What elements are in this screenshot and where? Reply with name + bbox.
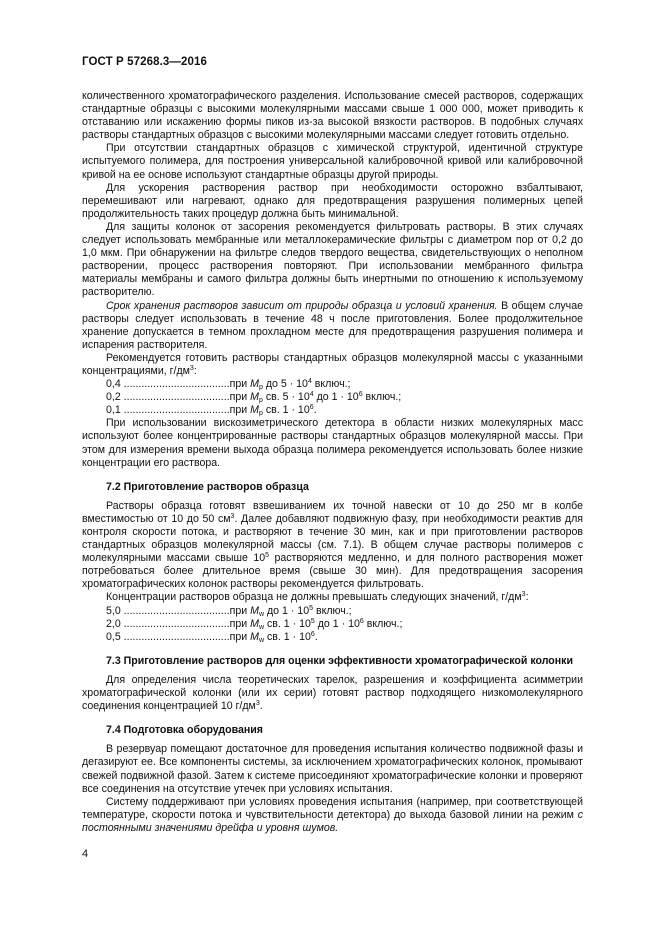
text: до 1 · 10 [313, 391, 359, 404]
superscript: 3 [189, 364, 194, 372]
superscript: 6 [309, 404, 314, 412]
list-item [82, 631, 583, 644]
text: св. 1 · 10 [264, 630, 311, 643]
document-code: ГОСТ Р 57268.3—2016 [82, 56, 207, 68]
subscript: p [258, 397, 263, 405]
list-item [82, 391, 583, 404]
symbol: M [250, 404, 259, 417]
text: Для определения числа теоретических тарелок, разрешения и коэффициента асимметрии хроматографической колонки (или их серии) готовят раствор подходящего низкомолекулярного соединения концентрацией 10 г/дм [82, 673, 583, 713]
text: : [525, 591, 529, 604]
superscript: 4 [307, 378, 312, 386]
list-value: 0,1 [106, 404, 121, 417]
text: Концентрации растворов образца не должны превышать следующих значений, г/дм [106, 591, 522, 604]
paragraph [82, 300, 583, 352]
list-item [82, 605, 583, 618]
text: св. 1 · 10 [262, 404, 310, 417]
superscript: 3 [230, 512, 235, 520]
text: при [229, 378, 251, 391]
symbol: M [250, 378, 259, 391]
page-number: 4 [82, 848, 89, 860]
text: при [229, 617, 251, 630]
list-item [82, 378, 583, 391]
symbol: M [250, 630, 259, 643]
leader-dots: .................................... [120, 378, 230, 391]
text: св. 5 · 10 [262, 391, 310, 404]
superscript: 6 [358, 391, 363, 399]
section-heading-7-3: 7.3 Приготовление растворов для оценки эффективности хроматографической колонки [106, 654, 573, 667]
text: : [193, 364, 197, 377]
leader-dots: .................................... [120, 604, 230, 617]
text: св. 1 · 10 [264, 617, 311, 630]
text: растворяются медленно, и для полного растворения может потребоваться более длительное время (свыше 30 мин). Для предотвращения засорения хроматографических колонок растворы рекомендуется фильтровать. [82, 552, 583, 591]
leader-dots: .................................... [120, 391, 230, 404]
spacer [82, 713, 583, 724]
text: Рекомендуется готовить растворы стандартных образцов молекулярной массы с указанными концентрациями, г/дм [82, 351, 583, 377]
concentration-list-sample [82, 605, 583, 644]
superscript: 5 [310, 617, 315, 625]
text: включ.; [313, 604, 352, 617]
paragraph: Для ускорения растворения раствор при необходимости осторожно взбалтывают, перемешивают или нагревают, однако для предотвращения разрушения полимерных цепей продолжительность таких процедур должна быть минимальной. [82, 181, 583, 220]
superscript: 3 [521, 591, 526, 599]
list-item [82, 618, 583, 631]
symbol: M [250, 617, 259, 630]
text: до 1 · 10 [314, 617, 360, 630]
superscript: 6 [359, 617, 364, 625]
superscript: 3 [255, 700, 260, 708]
list-value: 0,5 [106, 630, 121, 643]
subscript: p [258, 384, 263, 392]
superscript: 5 [309, 604, 313, 612]
leader-dots: .................................... [120, 630, 230, 643]
symbol: M [250, 604, 259, 617]
section-heading-7-2: 7.2 Приготовление растворов образца [106, 480, 309, 493]
text: включ.; [362, 391, 402, 404]
text: при [229, 404, 251, 417]
text: до 1 · 10 [264, 604, 310, 617]
text: . [259, 700, 263, 713]
text: до 5 · 10 [262, 378, 308, 391]
paragraph: Для защиты колонок от засорения рекомендуется фильтровать растворы. В этих случаях следует использовать мембранные или металлокерамические фильтры с диаметром пор от 0,2 до 1,0 мкм. При обнаружении на фильтре следов твердого вещества, свидетельствующих о неполном растворении, процесс растворения повторяют. При использовании мембранного фильтра материалы мембраны и самого фильтра должны быть инертными по отношению к используемому растворителю. [82, 220, 583, 299]
subscript: p [258, 410, 263, 418]
superscript: 6 [310, 630, 315, 638]
text: включ.; [311, 378, 351, 391]
paragraph [82, 591, 583, 604]
body-text [82, 90, 583, 835]
italic-text: Срок хранения растворов зависит от природы образца и условий хранения. [106, 299, 498, 312]
paragraph: количественного хроматографического разделения. Использование смесей растворов, содержащих стандартные образцы с высокими молекулярными массами свыше 1 000 000, может приводить к отставанию или искажению формы пиков из-за высокой вязкости растворов. В подобных случаях растворы стандартных образцов с высокими молекулярными массами следует готовить отдельно. [82, 90, 583, 142]
leader-dots: .................................... [120, 404, 230, 417]
text: при [229, 604, 251, 617]
paragraph [82, 352, 583, 378]
list-value: 0,4 [106, 378, 121, 391]
subscript: w [258, 610, 265, 618]
spacer [82, 470, 583, 481]
paragraph: При использовании вискозиметрического детектора в области низких молекулярных масс используют более концентрированные растворы стандартных образцов молекулярной массы. При этом для измерения времени выхода образца полимера рекомендуется использовать более низкие концентрации его раствора. [82, 417, 583, 469]
paragraph: При отсутствии стандартных образцов с химической структурой, идентичной структуре испытуемого полимера, для построения универсальной калибровочной кривой или калибровочной кривой на ее основе используют стандартные образцы другой природы. [82, 142, 583, 181]
list-value: 0,2 [106, 391, 121, 404]
paragraph: В резервуар помещают достаточное для проведения испытания количество подвижной фазы и дегазируют ее. Все компоненты системы, за исключением хроматографических колонок, промывают свежей подвижной фазой. Затем к системе присоединяют хроматографические колонки и проверяют все соединения на отсутствие утечек при условиях испытания. [82, 743, 583, 795]
section-heading-7-4: 7.4 Подготовка оборудования [106, 724, 263, 737]
superscript: 5 [265, 552, 270, 560]
spacer [82, 644, 583, 655]
text: при [229, 391, 251, 404]
text: . [314, 630, 318, 643]
leader-dots: .................................... [120, 617, 230, 630]
text: Систему поддерживают при условиях проведения испытания (например, при соответствующей температуре, скорости потока и чувствительности детектора) до выхода базовой линии на режим [82, 795, 583, 821]
subscript: w [258, 623, 265, 631]
superscript: 4 [309, 391, 314, 399]
italic-text: с постоянными значениями дрейфа и уровня шумов. [82, 808, 583, 834]
paragraph [82, 500, 583, 592]
text: Растворы образца готовят взвешиванием их точной навески от 10 до 250 мг в колбе вместимостью от 10 до 50 см [82, 499, 583, 525]
list-value: 5,0 [106, 604, 121, 617]
text: . [313, 404, 317, 417]
paragraph [82, 674, 583, 713]
symbol: M [250, 391, 259, 404]
list-item [82, 404, 583, 417]
text: включ.; [363, 617, 403, 630]
concentration-list-standards [82, 378, 583, 417]
paragraph [82, 796, 583, 835]
text: при [229, 630, 251, 643]
list-value: 2,0 [106, 617, 121, 630]
text: В общем случае растворы следует использовать в течение 48 ч после приготовления. Более продолжительное хранение допускается в темном прохладном месте для предотвращения разрушения полимера и испарения растворителя. [82, 299, 583, 351]
subscript: w [258, 636, 265, 644]
text: . Далее добавляют подвижную фазу, при необходимости реактив для контроля скорости потока, и растворяют в течение 30 мин, как и при приготовлении растворов стандартных образцов молекулярной массы (см. 7.1). В общем случае растворы полимеров с молекулярными массами свыше 10 [82, 512, 583, 565]
